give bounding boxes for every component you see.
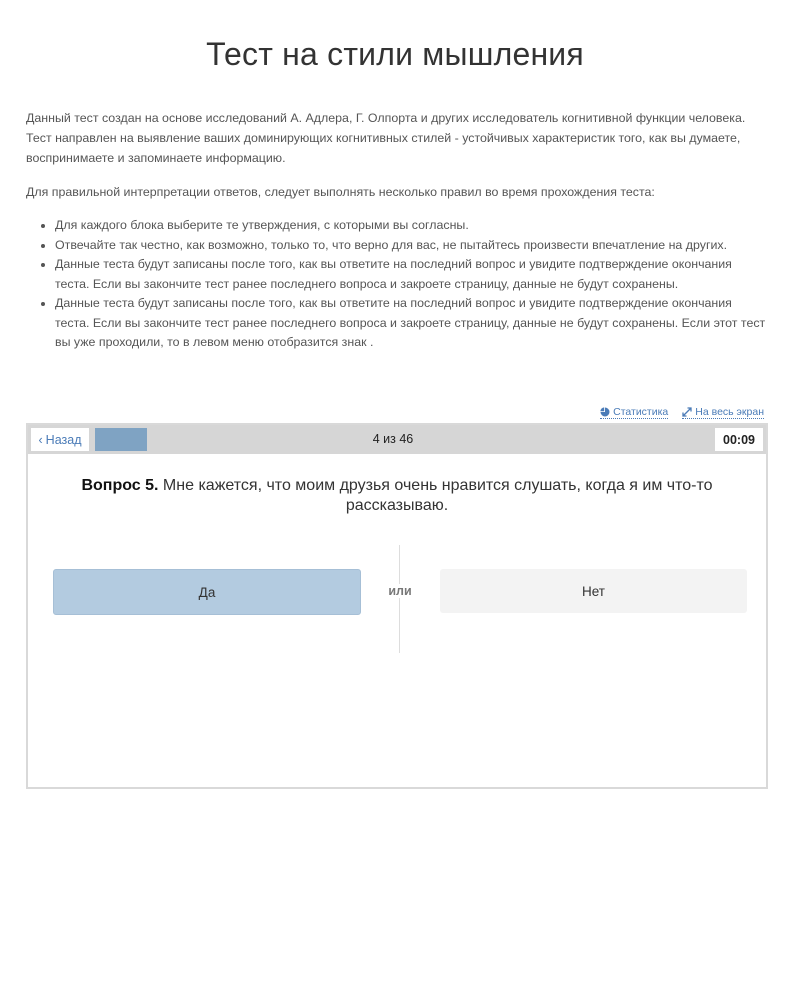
statistics-link[interactable] xyxy=(600,406,668,419)
statistics-link-label: Статистика xyxy=(613,406,669,418)
fullscreen-link[interactable] xyxy=(682,406,764,419)
quiz-header-bar xyxy=(28,425,766,454)
answers-area xyxy=(28,545,766,655)
back-button-label: Назад xyxy=(45,432,82,447)
instructions-paragraph: Для правильной интерпретации ответов, следует выполнять несколько правил во время прохождения теста: xyxy=(26,185,655,199)
rule-item: • Отвечайте так честно, как возможно, только то, что верно для вас, не пытайтесь произвести впечатление на других. xyxy=(55,236,766,256)
fullscreen-link-label: На весь экран xyxy=(695,406,764,418)
or-label: или xyxy=(380,584,420,598)
question-body: Мне кажется, что моим друзья очень нравится слушать, когда я им что-то рассказываю. xyxy=(158,477,713,514)
intro-paragraph: Данный тест создан на основе исследований А. Адлера, Г. Олпорта и других исследователь когнитивной функции человека. Тест направлен на выявление ваших доминирующих когнитивных стилей - устойчивых характеристик того, как вы думаете, воспринимаете и запоминаете информацию. xyxy=(26,111,746,165)
chevron-left-icon: ‹ xyxy=(38,432,43,447)
pie-chart-icon xyxy=(600,407,610,417)
expand-arrows-icon xyxy=(682,407,692,417)
progress-counter: 4 из 46 xyxy=(372,432,414,446)
intro-section xyxy=(26,108,766,353)
timer: 00:09 xyxy=(715,428,763,451)
answer-yes-button[interactable]: Да xyxy=(53,569,361,615)
rules-list xyxy=(26,216,766,353)
answer-no-button[interactable]: Нет xyxy=(440,569,747,613)
back-button[interactable] xyxy=(31,428,89,451)
quiz-panel xyxy=(26,423,768,789)
rule-item: • Данные теста будут записаны после того, как вы ответите на последний вопрос и увидите подтверждение окончания теста. Если вы закончите тест ранее последнего вопроса и закроете страницу, данные не будут сохранены. Если этот тест вы уже проходили, то в левом меню отобразится знак . xyxy=(55,294,766,353)
question-number: Вопрос 5. xyxy=(81,477,159,494)
question-text xyxy=(68,476,726,516)
rule-item: • Для каждого блока выберите те утверждения, с которыми вы согласны. xyxy=(55,216,766,236)
answers-divider xyxy=(399,545,400,653)
rule-item: • Данные теста будут записаны после того, как вы ответите на последний вопрос и увидите подтверждение окончания теста. Если вы закончите тест ранее последнего вопроса и закроете страницу, данные не будут сохранены. xyxy=(55,255,766,294)
page-title: Тест на стили мышления xyxy=(206,36,584,72)
quiz-toolbar-links xyxy=(600,406,764,419)
